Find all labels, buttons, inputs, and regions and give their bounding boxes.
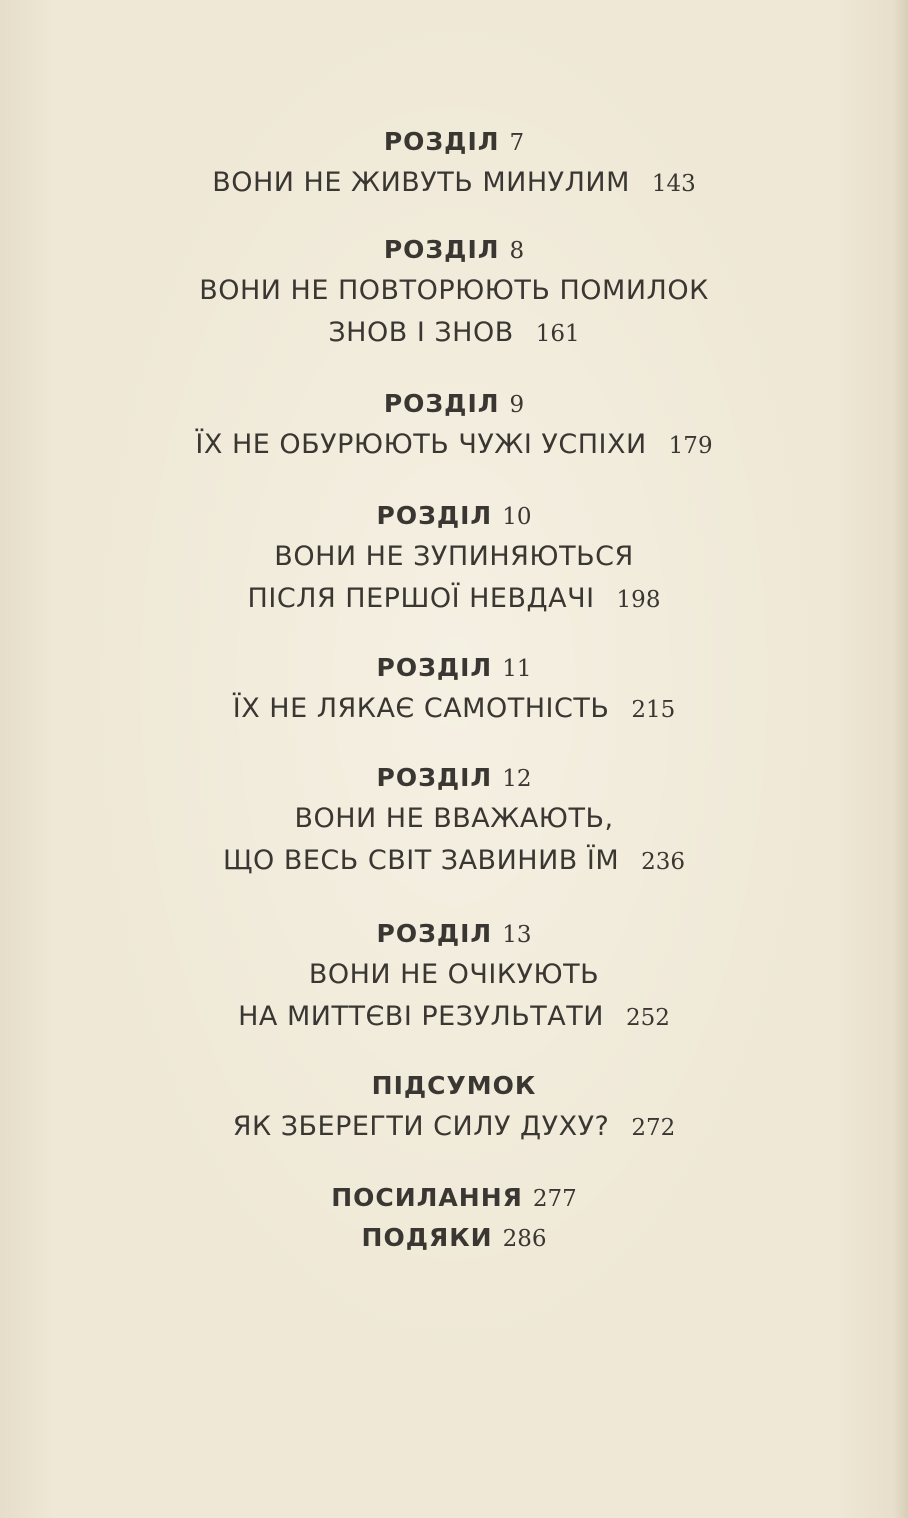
toc-entry-chapter-13 xyxy=(0,914,908,1038)
chapter-title-line xyxy=(0,270,908,312)
chapter-number: 11 xyxy=(502,656,532,682)
page-number: 215 xyxy=(631,697,676,723)
chapter-title-line xyxy=(0,536,908,578)
chapter-heading xyxy=(0,384,908,424)
chapter-heading xyxy=(0,496,908,536)
chapter-label: РОЗДІЛ xyxy=(376,653,493,682)
chapter-title: ЗНОВ І ЗНОВ xyxy=(328,317,514,348)
chapter-number: 7 xyxy=(509,130,525,156)
chapter-heading xyxy=(0,230,908,270)
chapter-title-line xyxy=(0,1106,908,1148)
back-matter-label: ПОСИЛАННЯ xyxy=(331,1183,523,1212)
chapter-title: ЇХ НЕ ЛЯКАЄ САМОТНІСТЬ xyxy=(232,693,610,724)
toc-entry-chapter-9 xyxy=(0,384,908,466)
chapter-label: РОЗДІЛ xyxy=(383,235,500,264)
chapter-heading xyxy=(0,758,908,798)
toc-entry-summary xyxy=(0,1066,908,1148)
chapter-heading xyxy=(0,648,908,688)
page-number: 143 xyxy=(651,171,696,197)
page-number: 179 xyxy=(668,433,713,459)
chapter-number: 9 xyxy=(509,392,525,418)
chapter-title-line xyxy=(0,162,908,204)
chapter-label: РОЗДІЛ xyxy=(383,127,500,156)
chapter-title-line xyxy=(0,840,908,882)
chapter-title: ЇХ НЕ ОБУРЮЮТЬ ЧУЖІ УСПІХИ xyxy=(195,429,647,460)
page-number: 198 xyxy=(616,587,661,613)
toc-entry-chapter-11 xyxy=(0,648,908,730)
chapter-number: 13 xyxy=(502,922,532,948)
toc-entry-chapter-10 xyxy=(0,496,908,620)
back-matter-item xyxy=(0,1178,908,1218)
chapter-title: ВОНИ НЕ ЖИВУТЬ МИНУЛИМ xyxy=(212,167,630,198)
page-number: 236 xyxy=(641,849,686,875)
chapter-title-line xyxy=(0,424,908,466)
page-number: 161 xyxy=(535,321,580,347)
chapter-title-line xyxy=(0,996,908,1038)
chapter-title-line xyxy=(0,798,908,840)
chapter-heading xyxy=(0,122,908,162)
chapter-number: 8 xyxy=(509,238,525,264)
toc-entry-chapter-7 xyxy=(0,122,908,204)
chapter-title: ВОНИ НЕ ПОВТОРЮЮТЬ ПОМИЛОК xyxy=(199,275,709,306)
chapter-title: ЯК ЗБЕРЕГТИ СИЛУ ДУХУ? xyxy=(232,1111,610,1142)
page-number: 272 xyxy=(631,1115,676,1141)
chapter-label: РОЗДІЛ xyxy=(383,389,500,418)
chapter-label: ПІДСУМОК xyxy=(371,1071,537,1100)
back-matter-label: ПОДЯКИ xyxy=(361,1223,493,1252)
chapter-label: РОЗДІЛ xyxy=(376,919,493,948)
page-number: 286 xyxy=(502,1226,547,1252)
back-matter-item xyxy=(0,1218,908,1258)
chapter-title-line xyxy=(0,312,908,354)
page-number: 252 xyxy=(625,1005,670,1031)
page-number: 277 xyxy=(532,1186,577,1212)
chapter-title: ВОНИ НЕ ОЧІКУЮТЬ xyxy=(308,959,600,990)
chapter-number: 10 xyxy=(502,504,532,530)
chapter-title: НА МИТТЄВІ РЕЗУЛЬТАТИ xyxy=(238,1001,604,1032)
chapter-heading xyxy=(0,914,908,954)
chapter-title: ПІСЛЯ ПЕРШОЇ НЕВДАЧІ xyxy=(247,583,595,614)
chapter-heading xyxy=(0,1066,908,1106)
chapter-number: 12 xyxy=(502,766,532,792)
chapter-title-line xyxy=(0,578,908,620)
chapter-title: ЩО ВЕСЬ СВІТ ЗАВИНИВ ЇМ xyxy=(222,845,620,876)
chapter-title-line xyxy=(0,688,908,730)
chapter-title-line xyxy=(0,954,908,996)
toc-back-matter xyxy=(0,1178,908,1258)
chapter-label: РОЗДІЛ xyxy=(376,501,493,530)
toc-entry-chapter-12 xyxy=(0,758,908,882)
chapter-title: ВОНИ НЕ ВВАЖАЮТЬ, xyxy=(294,803,614,834)
toc-entry-chapter-8 xyxy=(0,230,908,354)
chapter-title: ВОНИ НЕ ЗУПИНЯЮТЬСЯ xyxy=(274,541,634,572)
chapter-label: РОЗДІЛ xyxy=(376,763,493,792)
